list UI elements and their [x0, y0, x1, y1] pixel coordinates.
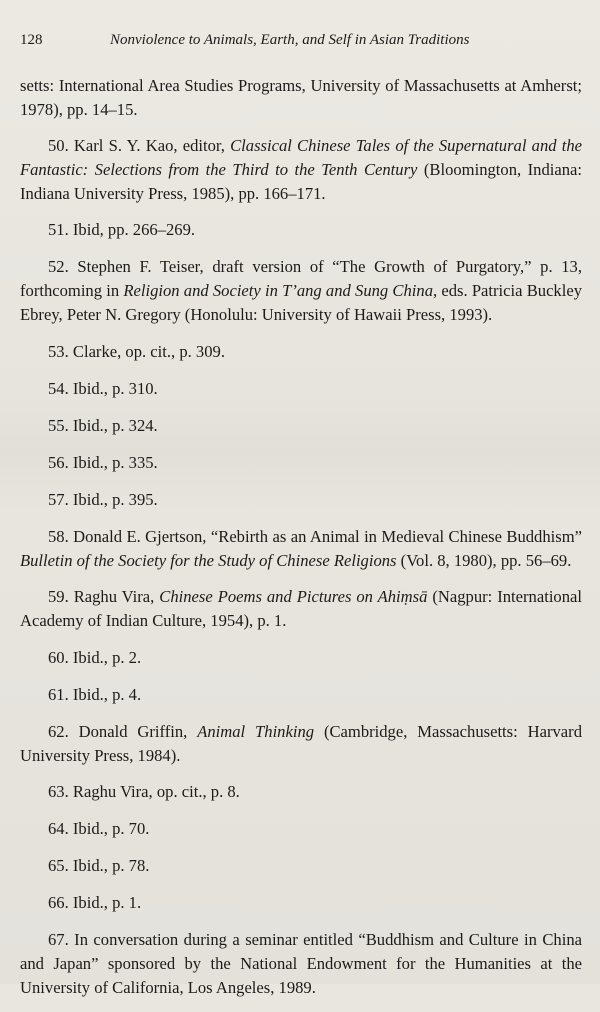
note-61: 61. Ibid., p. 4.: [48, 684, 142, 704]
page-header: [20, 30, 580, 50]
note-58: 58. Donald E. Gjertson, “Rebirth as an Animal in Medieval Chinese Buddhism” Bulletin of the Society for the Study of Chinese Religions (Vol. 8, 1980), pp. 56–69.: [20, 527, 582, 571]
note-50: 50. Karl S. Y. Kao, editor, Classical Chinese Tales of the Supernatural and the Fantastic: Selections from the Third to the Tenth Century (Bloomington, Indiana: Indiana University Press, 1985), pp. 166–171.: [20, 136, 582, 204]
note-54: 54. Ibid., p. 310.: [48, 378, 158, 398]
note-63: 63. Raghu Vira, op. cit., p. 8.: [48, 781, 240, 801]
note-53: 53. Clarke, op. cit., p. 309.: [48, 341, 225, 361]
note-66: 66. Ibid., p. 1.: [48, 893, 142, 913]
note-56: 56. Ibid., p. 335.: [48, 452, 158, 472]
page-number: 128: [20, 32, 43, 48]
note-62: 62. Donald Griffin, Animal Thinking (Cambridge, Massachusetts: Harvard University Press, 1984).: [20, 721, 582, 765]
note-67: 67. In conversation during a seminar entitled “Buddhism and Culture in China and Japan” sponsored by the National Endowment for the Humanities at the University of California, Los Angeles, 1989.: [20, 930, 582, 998]
note-51: 51. Ibid, pp. 266–269.: [48, 220, 196, 240]
note-59: 59. Raghu Vira, Chinese Poems and Pictures on Ahiṃsā (Nagpur: International Academy of Indian Culture, 1954), p. 1.: [20, 587, 582, 631]
note-continuation: setts: International Area Studies Programs, University of Massachusetts at Amherst; 1978), pp. 14–15.: [20, 76, 582, 119]
note-65: 65. Ibid., p. 78.: [48, 856, 150, 876]
endnotes: [20, 74, 582, 1012]
note-60: 60. Ibid., p. 2.: [48, 647, 142, 667]
running-title: Nonviolence to Animals, Earth, and Self in Asian Traditions: [110, 32, 470, 48]
note-57: 57. Ibid., p. 395.: [48, 490, 158, 510]
note-64: 64. Ibid., p. 70.: [48, 818, 150, 838]
note-55: 55. Ibid., p. 324.: [48, 415, 158, 435]
note-52: 52. Stephen F. Teiser, draft version of “The Growth of Purgatory,” p. 13, forthcoming in Religion and Society in T’ang and Sung China, eds. Patricia Buckley Ebrey, Peter N. Gregory (Honolulu: University of Hawaii Press, 1993).: [20, 257, 583, 325]
